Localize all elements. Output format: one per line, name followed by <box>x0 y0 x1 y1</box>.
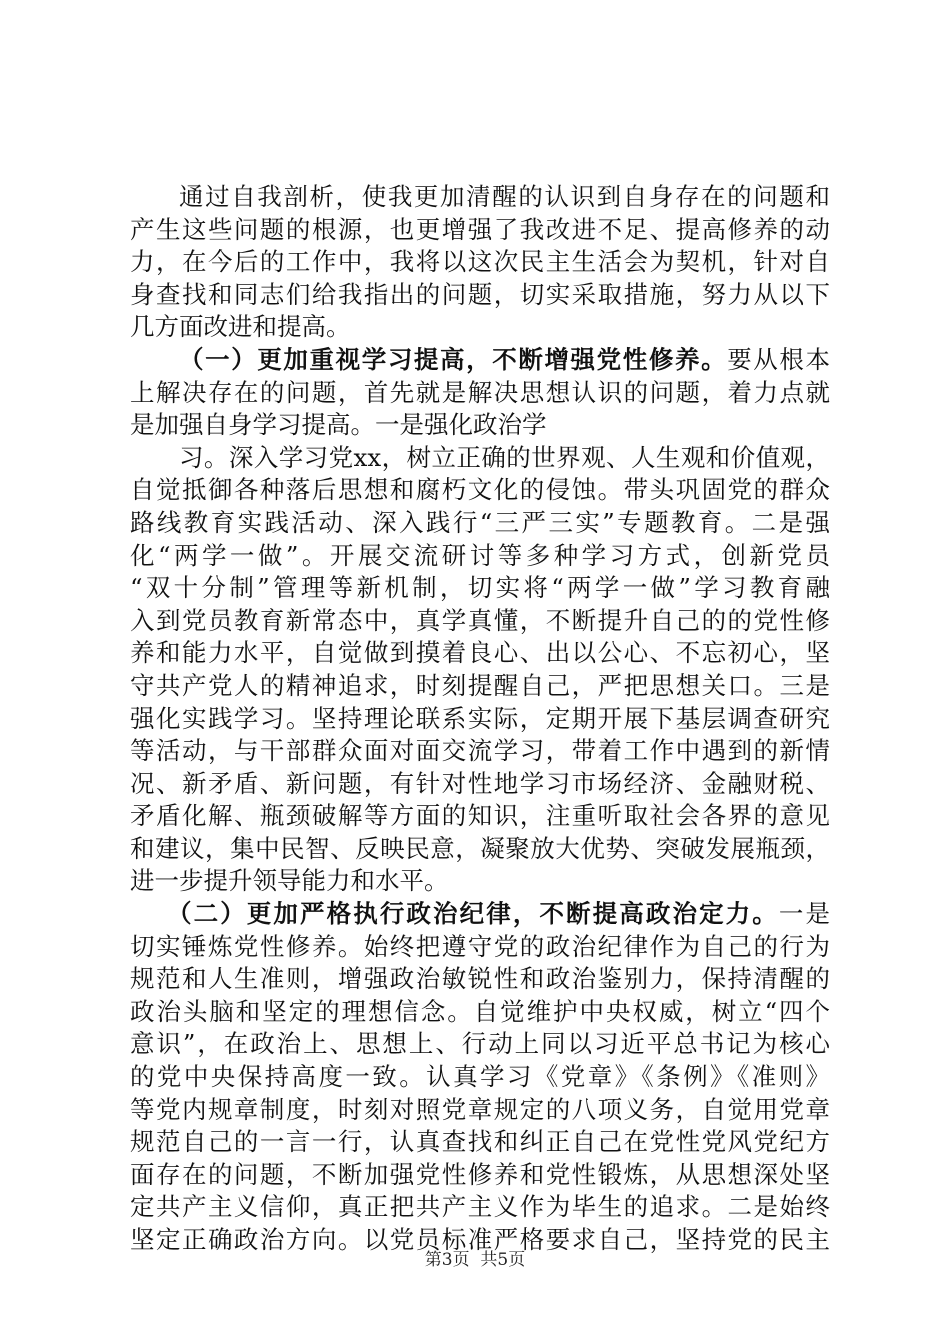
text-line: 规范自己的一言一行，认真查找和纠正自己在党性党风党纪方 <box>130 1127 830 1157</box>
section-two-lead-tail: 一是 <box>778 899 831 929</box>
text-line: 进一步提升领导能力和水平。 <box>130 866 449 896</box>
text-line: 通过自我剖析，使我更加清醒的认识到自身存在的问题和 <box>179 182 830 211</box>
section-one-heading: （一）更加重视学习提高，不断增强党性修养。 <box>179 344 728 374</box>
text-line: 习。深入学习党xx，树立正确的世界观、人生观和价值观， <box>179 442 830 472</box>
text-line: 面存在的问题，不断加强党性修养和党性锻炼，从思想深处坚 <box>130 1159 830 1189</box>
text-line: 身查找和同志们给我指出的问题，切实采取措施，努力从以下 <box>130 279 830 309</box>
text-line: 切实锤炼党性修养。始终把遵守党的政治纪律作为自己的行为 <box>130 931 830 961</box>
text-line: 矛盾化解、瓶颈破解等方面的知识，注重听取社会各界的意见 <box>130 801 830 831</box>
text-line: 路线教育实践活动、深入践行“三严三实”专题教育。二是强 <box>130 507 830 537</box>
text-line: 守共产党人的精神追求，时刻提醒自己，严把思想关口。三是 <box>130 670 830 700</box>
text-line: 政治头脑和坚定的理想信念。自觉维护中央权威，树立“四个 <box>130 996 830 1026</box>
text-line: 坚定正确政治方向。以党员标准严格要求自己，坚持党的民主 <box>130 1225 830 1254</box>
text-line: 自觉抵御各种落后思想和腐朽文化的侵蚀。带头巩固党的群众 <box>130 475 830 505</box>
text-line: 规范和人生准则，增强政治敏锐性和政治鉴别力，保持清醒的 <box>130 964 830 994</box>
text-line: 是加强自身学习提高。一是强化政治学 <box>130 410 547 440</box>
text-line: 化“两学一做”。开展交流研讨等多种学习方式，创新党员 <box>130 540 830 570</box>
text-line: 入到党员教育新常态中，真学真懂，不断提升自己的的党性修 <box>130 605 830 635</box>
text-line: 的党中央保持高度一致。认真学习《党章》《条例》《准则》 <box>130 1062 830 1092</box>
section-one-lead-line <box>130 344 830 377</box>
text-line: “双十分制”管理等新机制，切实将“两学一做”学习教育融 <box>130 573 830 603</box>
section-one-lead-tail: 要从根本 <box>727 344 830 374</box>
text-line: 况、新矛盾、新问题，有针对性地学习市场经济、金融财税、 <box>130 768 830 798</box>
text-line: 和建议，集中民智、反映民意，凝聚放大优势、突破发展瓶颈， <box>130 833 830 863</box>
text-line: 意识”，在政治上、思想上、行动上同以习近平总书记为核心 <box>130 1029 830 1059</box>
page-footer: 第3页 共5页 <box>424 1250 526 1270</box>
text-line: 产生这些问题的根源，也更增强了我改进不足、提高修养的动 <box>130 214 830 244</box>
document-body <box>130 181 830 1257</box>
text-line: 强化实践学习。坚持理论联系实际，定期开展下基层调查研究 <box>130 703 830 733</box>
section-two-heading: （二）更加严格执行政治纪律，不断提高政治定力。 <box>167 899 779 929</box>
text-line: 上解决存在的问题，首先就是解决思想认识的问题，着力点就 <box>130 377 830 407</box>
text-line: 定共产主义信仰，真正把共产主义作为毕生的追求。二是始终 <box>130 1192 830 1222</box>
text-line: 养和能力水平，自觉做到摸着良心、出以公心、不忘初心，坚 <box>130 638 830 668</box>
text-line: 等活动，与干部群众面对面交流学习，带着工作中遇到的新情 <box>130 736 830 766</box>
text-line: 几方面改进和提高。 <box>130 312 351 342</box>
text-line: 力，在今后的工作中，我将以这次民主生活会为契机，针对自 <box>130 247 830 277</box>
text-line: 等党内规章制度，时刻对照党章规定的八项义务，自觉用党章 <box>130 1094 830 1124</box>
section-two-lead-line <box>130 898 830 931</box>
